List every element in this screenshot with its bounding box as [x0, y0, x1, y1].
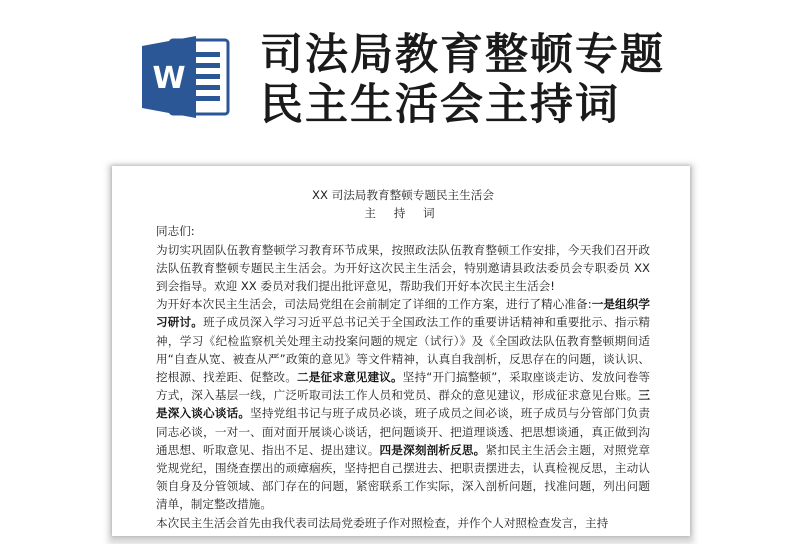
title-line-2: 民主生活会主持词: [260, 80, 620, 130]
paragraph-1: 为切实巩固队伍教育整顿学习教育环节成果，按照政法队伍教育整顿工作安排，今天我们召开政法队伍教育整顿专题民主生活会。为开好这次民主生活会，特别邀请县政法委员会专职委员 XX 到会指导。欢迎 XX 委员对我们提出批评意见，帮助我们开好本次民主生活会!: [156, 242, 650, 294]
document-subtitle: 主 持 词: [364, 206, 442, 221]
word-document-icon: [140, 32, 232, 122]
p2-point-3: 三是深入谈心谈话。: [156, 388, 650, 421]
p2-point-2-text: 坚持“开门搞整顿”，采取座谈走访、发放问卷等方式，深入基层一线，广泛听取司法工作人员和党员、群众的意见建议，形成征求意见台账。: [156, 370, 650, 403]
p2-point-4-text: 紧扣民主生活会主题，对照党章党规党纪，围绕查摆出的顽瘴痼疾，坚持把自己摆进去、把职责摆进去，认真检视反思，主动认领自身及分管领域、部门存在的问题，紧密联系工作实际，深入剖析问题，找准问题，列出问题清单，制定整改措施。: [156, 442, 650, 512]
p2-point-3-text: 坚持党组书记与班子成员必谈，班子成员之间必谈，班子成员与分管部门负责同志必谈，一对一、面对面开展谈心谈话，把问题谈开、把道理谈透、把思想谈通，真正做到沟通思想、听取意见、指出不足、提出建议。: [156, 406, 650, 457]
p2-point-1: 一是组织学习研讨。: [156, 297, 650, 330]
p2-point-4: 四是深刻剖析反思。: [379, 442, 486, 457]
paragraph-3: 本次民主生活会首先由我代表司法局党委班子作对照检查，并作个人对照检查发言，主持: [156, 515, 609, 530]
p2-intro: 为开好本次民主生活会，司法局党组在会前制定了详细的工作方案，进行了精心准备:: [156, 297, 592, 312]
document-page: [112, 166, 690, 536]
p2-point-1-text: 班子成员深入学习习近平总书记关于全国政法工作的重要讲话精神和重要批示、指示精神，学习《纪检监察机关处理主动投案问题的规定（试行）》及《全国政法队伍教育整顿期间适用“自查从宽、被查从严”政策的意见》等文件精神，认真自我剖析，反思存在的问题，谈认识、挖根源、找差距、促整改。: [156, 315, 650, 385]
document-title: XX 司法局教育整顿专题民主生活会: [312, 188, 494, 202]
p2-point-2: 二是征求意见建议。: [297, 370, 403, 385]
page-title: [260, 30, 780, 130]
word-icon-letter: W: [152, 61, 186, 96]
title-line-1: 司法局教育整顿专题: [260, 30, 665, 80]
header-banner: [0, 0, 800, 160]
paragraph-2: [156, 295, 650, 513]
document-content: [156, 186, 650, 532]
salutation: 同志们:: [156, 224, 195, 239]
